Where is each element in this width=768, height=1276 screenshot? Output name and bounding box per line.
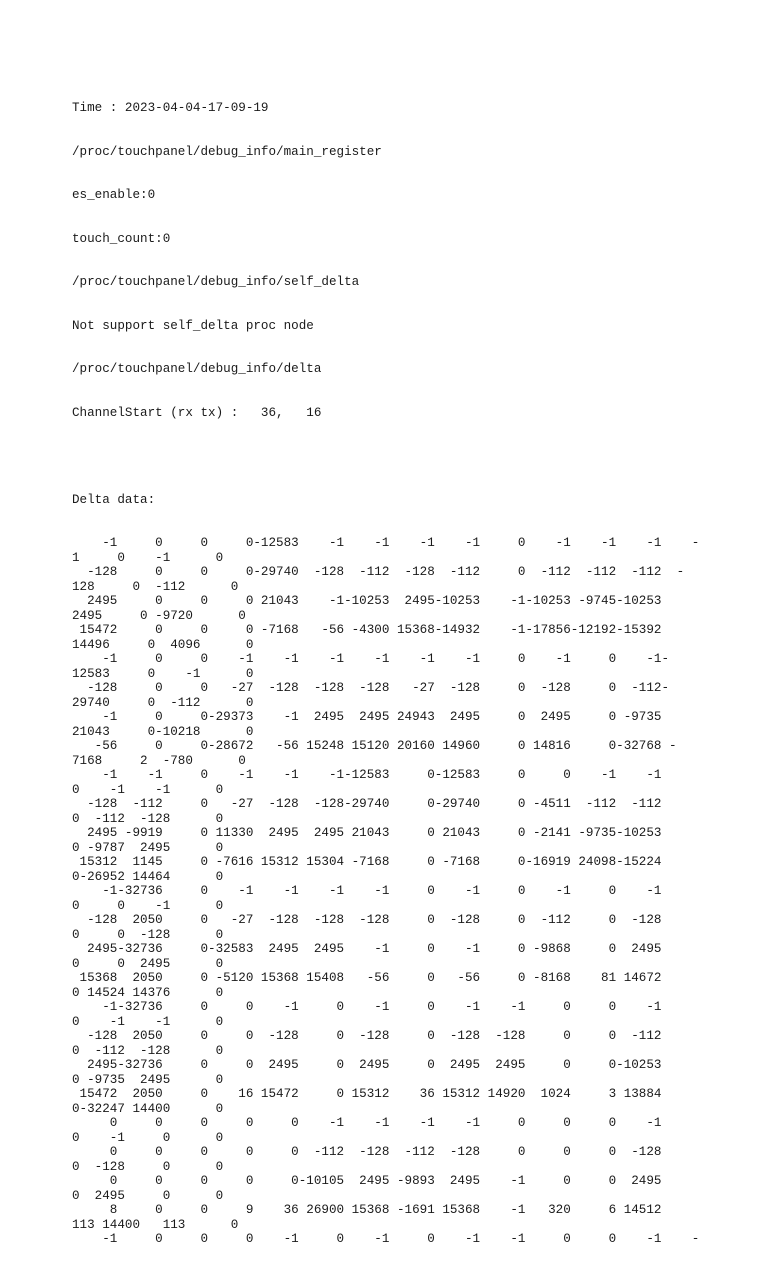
debug-log	[72, 72, 699, 1276]
delta-data-line: 15368 2050 0 -5120 15368 15408 -56 0 -56 0 -8168 81 14672	[72, 971, 662, 985]
delta-data-line: -1 -1 0 -1 -1 -1-12583 0-12583 0 0 -1 -1	[72, 768, 662, 782]
delta-data-line: 1 0 -1 0	[72, 550, 224, 565]
delta-data-line: -128 0 0 -27 -128 -128 -128 -27 -128 0 -128 0 -112-	[72, 681, 670, 695]
delta-title: Delta data:	[72, 492, 156, 507]
delta-data-line: -128 2050 0 -27 -128 -128 -128 0 -128 0 -112 0 -128	[72, 913, 662, 927]
time-line: Time : 2023-04-04-17-09-19	[72, 101, 269, 115]
delta-data-line: 0 -9787 2495 0	[72, 840, 224, 855]
delta-data-line: 128 0 -112 0	[72, 579, 239, 594]
delta-data-line: -1 0 0 0 -1 0 -1 0 -1 -1 0 0 -1 -	[72, 1232, 700, 1246]
delta-data-line: -1 0 0 0-12583 -1 -1 -1 -1 0 -1 -1 -1 -	[72, 536, 700, 550]
delta-data-line: 8 0 0 9 36 26900 15368 -1691 15368 -1 320 6 14512	[72, 1203, 662, 1217]
delta-data-line: 0 0 0 0 0-10105 2495 -9893 2495 -1 0 0 2495	[72, 1174, 662, 1188]
delta-data-line: -128 2050 0 0 -128 0 -128 0 -128 -128 0 0 -112	[72, 1029, 662, 1043]
delta-data-block	[72, 536, 699, 1247]
delta-data-line: 113 14400 113 0	[72, 1217, 239, 1232]
delta-data-line: 29740 0 -112 0	[72, 695, 254, 710]
delta-data-line: -1 0 0 -1 -1 -1 -1 -1 -1 0 -1 0 -1-	[72, 652, 670, 666]
main-register-path: /proc/touchpanel/debug_info/main_register	[72, 144, 382, 159]
delta-data-line: 0 0 -1 0	[72, 898, 224, 913]
delta-data-line: 0 0 0 0 0 -1 -1 -1 -1 0 0 0 -1	[72, 1116, 662, 1130]
delta-data-line: 21043 0-10218 0	[72, 724, 254, 739]
delta-data-line: 12583 0 -1 0	[72, 666, 254, 681]
delta-data-line: 15312 1145 0 -7616 15312 15304 -7168 0 -7168 0-16919 24098-15224	[72, 855, 662, 869]
delta-data-line: -56 0 0-28672 -56 15248 15120 20160 14960 0 14816 0-32768 -	[72, 739, 677, 753]
delta-data-line: 2495 0 -9720 0	[72, 608, 246, 623]
delta-data-line: 0 2495 0 0	[72, 1188, 224, 1203]
es-enable-line: es_enable:0	[72, 188, 156, 202]
delta-data-line: -128 -112 0 -27 -128 -128-29740 0-29740 0 -4511 -112 -112	[72, 797, 662, 811]
delta-data-line: 0-32247 14400 0	[72, 1101, 224, 1116]
delta-data-line: 0 14524 14376 0	[72, 985, 224, 1000]
delta-path: /proc/touchpanel/debug_info/delta	[72, 362, 322, 376]
delta-data-line: 2495 -9919 0 11330 2495 2495 21043 0 21043 0 -2141 -9735-10253	[72, 826, 662, 840]
delta-data-line: 0 -1 -1 0	[72, 1014, 224, 1029]
delta-data-line: 0-26952 14464 0	[72, 869, 224, 884]
delta-data-line: 0 -112 -128 0	[72, 1043, 224, 1058]
delta-data-line: 2495-32736 0 0 2495 0 2495 0 2495 2495 0 0-10253	[72, 1058, 662, 1072]
delta-data-line: -1-32736 0 -1 -1 -1 -1 0 -1 0 -1 0 -1	[72, 884, 662, 898]
delta-data-line: 0 0 0 0 0 -112 -128 -112 -128 0 0 0 -128	[72, 1145, 662, 1159]
delta-data-line: 0 0 -128 0	[72, 927, 224, 942]
channel-start-line: ChannelStart (rx tx) : 36, 16	[72, 405, 322, 420]
delta-data-line: -128 0 0 0-29740 -128 -112 -128 -112 0 -112 -112 -112 -	[72, 565, 685, 579]
delta-data-line: 0 -9735 2495 0	[72, 1072, 224, 1087]
touch-count-line: touch_count:0	[72, 231, 171, 246]
delta-data-line: 2495-32736 0-32583 2495 2495 -1 0 -1 0 -9868 0 2495	[72, 942, 662, 956]
delta-data-line: 14496 0 4096 0	[72, 637, 254, 652]
delta-data-line: -1 0 0-29373 -1 2495 2495 24943 2495 0 2495 0 -9735	[72, 710, 662, 724]
delta-data-line: 7168 2 -780 0	[72, 753, 246, 768]
delta-data-line: 0 -128 0 0	[72, 1159, 224, 1174]
delta-data-line: 0 -112 -128 0	[72, 811, 224, 826]
delta-data-line: 15472 0 0 0 -7168 -56 -4300 15368-14932 -1-17856-12192-15392	[72, 623, 662, 637]
blank-line	[72, 449, 699, 464]
delta-data-line: 2495 0 0 0 21043 -1-10253 2495-10253 -1-10253 -9745-10253	[72, 594, 662, 608]
self-delta-path: /proc/touchpanel/debug_info/self_delta	[72, 275, 360, 289]
delta-data-line: 15472 2050 0 16 15472 0 15312 36 15312 14920 1024 3 13884	[72, 1087, 662, 1101]
delta-data-line: 0 -1 0 0	[72, 1130, 224, 1145]
delta-data-line: 0 -1 -1 0	[72, 782, 224, 797]
delta-data-line: 0 0 2495 0	[72, 956, 224, 971]
self-delta-note: Not support self_delta proc node	[72, 318, 314, 333]
delta-data-line: -1-32736 0 0 -1 0 -1 0 -1 -1 0 0 -1	[72, 1000, 662, 1014]
